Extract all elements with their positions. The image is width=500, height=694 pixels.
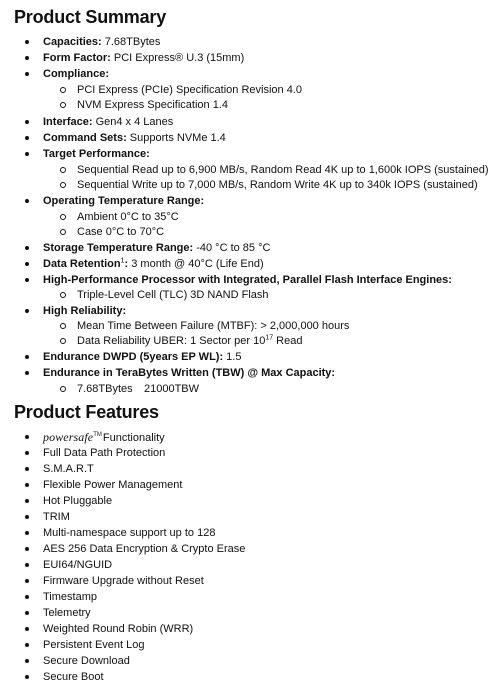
- bullet-icon: [25, 371, 29, 375]
- feature-item: [43, 558, 112, 572]
- data-retention-label: Data Retention: [43, 258, 121, 270]
- storage-temp-value: -40 °C to 85 °C: [193, 242, 271, 254]
- bullet-icon: [25, 499, 29, 503]
- bullet-icon: [25, 246, 29, 250]
- feature-item: [43, 446, 165, 460]
- circle-bullet-icon: [60, 167, 66, 173]
- bullet-icon: [25, 199, 29, 203]
- feature-label: Hot Pluggable: [43, 495, 113, 507]
- circle-bullet-icon: [60, 386, 66, 392]
- circle-bullet-icon: [60, 102, 66, 108]
- bullet-icon: [25, 563, 29, 567]
- feature-item: [43, 638, 145, 652]
- reliability-subitem: [77, 319, 349, 333]
- reliability-uber-prefix: Data Reliability UBER: 1 Sector per 10: [77, 335, 266, 347]
- feature-item: [43, 478, 182, 492]
- interface-item: [43, 115, 173, 129]
- data-retention-colon: :: [124, 258, 129, 270]
- command-sets-value: Supports NVMe 1.4: [126, 132, 226, 144]
- bullet-icon: [25, 136, 29, 140]
- reliability-mtbf: Mean Time Between Failure (MTBF): > 2,000,000 hours: [77, 320, 350, 332]
- compliance-subitem: [77, 83, 302, 97]
- feature-item: [43, 462, 94, 476]
- feature-label: Full Data Path Protection: [43, 447, 166, 459]
- circle-bullet-icon: [60, 229, 66, 235]
- processor-nand: Triple-Level Cell (TLC) 3D NAND Flash: [77, 289, 269, 301]
- performance-subitem: [77, 178, 478, 192]
- compliance-pcie: PCI Express (PCIe) Specification Revision 4.0: [77, 84, 302, 96]
- bullet-icon: [25, 309, 29, 313]
- capacities-item: [43, 35, 160, 49]
- product-summary-heading: Product Summary: [14, 7, 167, 27]
- feature-label: Persistent Event Log: [43, 639, 145, 651]
- feature-label: Secure Boot: [43, 671, 104, 683]
- feature-label: Secure Download: [43, 655, 130, 667]
- processor-item: [43, 273, 452, 287]
- feature-label: EUI64/NGUID: [43, 559, 113, 571]
- endurance-tbw-value: 21000TBW: [144, 383, 200, 395]
- operating-temp-ambient: Ambient 0°C to 35°C: [77, 211, 179, 223]
- bullet-icon: [25, 627, 29, 631]
- target-performance-label: Target Performance:: [43, 148, 150, 160]
- circle-bullet-icon: [60, 87, 66, 93]
- processor-label: High-Performance Processor with Integrated, Parallel Flash Interface Engines:: [43, 274, 452, 286]
- operating-temp-label: Operating Temperature Range:: [43, 195, 205, 207]
- feature-item-powersafe: [43, 430, 165, 444]
- bullet-icon: [25, 579, 29, 583]
- performance-read: Sequential Read up to 6,900 MB/s, Random Read 4K up to 1,600k IOPS (sustained): [77, 164, 489, 176]
- interface-label: Interface:: [43, 116, 93, 128]
- bullet-icon: [25, 435, 29, 439]
- feature-item: [43, 574, 204, 588]
- reliability-subitem: [77, 334, 302, 348]
- feature-label: Weighted Round Robin (WRR): [43, 623, 194, 635]
- bullet-icon: [25, 547, 29, 551]
- powersafe-logo: powersafe: [43, 430, 94, 444]
- bullet-icon: [25, 643, 29, 647]
- bullet-icon: [25, 595, 29, 599]
- feature-label: Firmware Upgrade without Reset: [43, 575, 204, 587]
- feature-item: [43, 590, 97, 604]
- feature-item: [43, 494, 112, 508]
- operating-temp-subitem: [77, 210, 179, 224]
- bullet-icon: [25, 56, 29, 60]
- storage-temp-label: Storage Temperature Range:: [43, 242, 194, 254]
- endurance-tbw-capacity: 7.68TBytes: [77, 383, 133, 395]
- storage-temp-item: [43, 241, 270, 255]
- form-factor-label: Form Factor:: [43, 52, 111, 64]
- endurance-dwpd-label: Endurance DWPD (5years EP WL):: [43, 351, 224, 363]
- feature-item: [43, 526, 215, 540]
- feature-label: Timestamp: [43, 591, 97, 603]
- bullet-icon: [25, 355, 29, 359]
- endurance-dwpd-item: [43, 350, 241, 364]
- data-retention-footnote: 1: [120, 257, 125, 265]
- powersafe-suffix: Functionality: [102, 432, 165, 444]
- reliability-uber-suffix: Read: [273, 335, 303, 347]
- circle-bullet-icon: [60, 182, 66, 188]
- bullet-icon: [25, 120, 29, 124]
- bullet-icon: [25, 262, 29, 266]
- bullet-icon: [25, 675, 29, 679]
- endurance-tbw-label: Endurance in TeraBytes Written (TBW) @ Max Capacity:: [43, 367, 336, 379]
- processor-subitem: [77, 288, 269, 302]
- feature-label: Flexible Power Management: [43, 479, 183, 491]
- operating-temp-item: [43, 194, 204, 208]
- circle-bullet-icon: [60, 214, 66, 220]
- feature-label: TRIM: [43, 511, 70, 523]
- bullet-icon: [25, 611, 29, 615]
- bullet-icon: [25, 483, 29, 487]
- product-features-heading: Product Features: [14, 402, 159, 422]
- feature-item: [43, 670, 104, 684]
- endurance-tbw-item: [43, 366, 335, 380]
- reliability-label: High Reliability:: [43, 305, 127, 317]
- feature-label: Telemetry: [43, 607, 91, 619]
- feature-item: [43, 622, 193, 636]
- bullet-icon: [25, 451, 29, 455]
- feature-label: S.M.A.R.T: [43, 463, 94, 475]
- command-sets-item: [43, 131, 226, 145]
- operating-temp-subitem: [77, 225, 164, 239]
- endurance-dwpd-value: 1.5: [223, 351, 242, 363]
- bullet-icon: [25, 659, 29, 663]
- bullet-icon: [25, 278, 29, 282]
- bullet-icon: [25, 531, 29, 535]
- bullet-icon: [25, 152, 29, 156]
- circle-bullet-icon: [60, 292, 66, 298]
- performance-subitem: [77, 163, 489, 177]
- feature-item: [43, 654, 130, 668]
- reliability-uber-exponent: 17: [265, 334, 274, 342]
- compliance-subitem: [77, 98, 228, 112]
- circle-bullet-icon: [60, 323, 66, 329]
- operating-temp-case: Case 0°C to 70°C: [77, 226, 165, 238]
- feature-label: AES 256 Data Encryption & Crypto Erase: [43, 543, 246, 555]
- command-sets-label: Command Sets:: [43, 132, 127, 144]
- target-performance-item: [43, 147, 150, 161]
- form-factor-item: [43, 51, 244, 65]
- bullet-icon: [25, 515, 29, 519]
- performance-write: Sequential Write up to 7,000 MB/s, Random Write 4K up to 340k IOPS (sustained): [77, 179, 478, 191]
- compliance-label: Compliance:: [43, 68, 110, 80]
- interface-value: Gen4 x 4 Lanes: [92, 116, 174, 128]
- feature-item: [43, 606, 91, 620]
- bullet-icon: [25, 40, 29, 44]
- feature-label: Multi-namespace support up to 128: [43, 527, 216, 539]
- data-retention-value: 3 month @ 40°C (Life End): [128, 258, 264, 270]
- powersafe-trademark: TM: [93, 432, 102, 439]
- bullet-icon: [25, 72, 29, 76]
- feature-item: [43, 510, 70, 524]
- data-retention-item: [43, 257, 264, 271]
- reliability-item: [43, 304, 126, 318]
- capacities-label: Capacities:: [43, 36, 102, 48]
- feature-item: [43, 542, 245, 556]
- form-factor-value: PCI Express® U.3 (15mm): [110, 52, 245, 64]
- endurance-tbw-subitem: [77, 382, 199, 396]
- compliance-item: [43, 67, 109, 81]
- circle-bullet-icon: [60, 338, 66, 344]
- compliance-nvme: NVM Express Specification 1.4: [77, 99, 229, 111]
- capacities-value: 7.68TBytes: [101, 36, 161, 48]
- bullet-icon: [25, 467, 29, 471]
